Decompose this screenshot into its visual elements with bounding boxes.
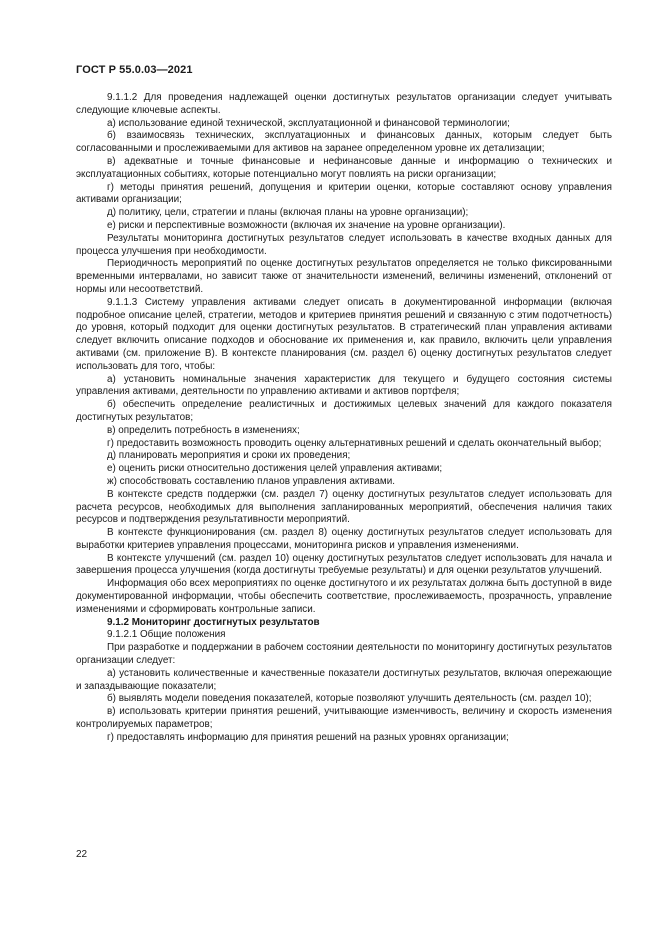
document-header: ГОСТ Р 55.0.03—2021 xyxy=(76,64,193,76)
section-heading: 9.1.2 Мониторинг достигнутых результатов xyxy=(107,616,320,628)
paragraph: г) предоставить возможность проводить оценку альтернативных решений и сделать окончательный выбор; xyxy=(107,437,602,449)
paragraph: 9.1.1.3 Систему управления активами следует описать в документированной информации (включая подробное описание целей, стратегии, методов и критериев принятия решений и связанную с этим подотчетность) до уровня, который подходит для оценки достигнутых результатов. В стратегический план управления активами следует включить описание подходов и обоснование их применения и, как правило, включить цели управления активами (см. приложение В). В контексте планирования (см. раздел 6) оценку достигнутых результатов следует использовать для того, чтобы: xyxy=(76,296,612,372)
paragraph: б) обеспечить определение реалистичных и достижимых целевых значений для каждого показателя достигнутых результатов; xyxy=(76,399,612,423)
paragraph: а) использование единой технической, эксплуатационной и финансовой терминологии; xyxy=(107,117,510,129)
paragraph: г) предоставлять информацию для принятия решений на разных уровнях организации; xyxy=(107,731,509,743)
paragraph: е) риски и перспективные возможности (включая их значение на уровне организации). xyxy=(107,219,506,231)
paragraph: б) взаимосвязь технических, эксплуатационных и финансовых данных, которым следует быть согласованными и прослеживаемыми для активов на заранее определенном уровне их детализации; xyxy=(76,130,612,155)
paragraph: В контексте улучшений (см. раздел 10) оценку достигнутых результатов следует использовать для начала и завершения процесса улучшения (когда достигнуты требуемые результаты) и для оценки результатов улучшений. xyxy=(76,552,612,577)
paragraph: д) планировать мероприятия и сроки их проведения; xyxy=(107,450,351,462)
paragraph: а) установить номинальные значения характеристик для текущего и будущего состояния системы управления активами, деятельности по управлению активами и активов портфеля; xyxy=(76,373,612,398)
paragraph: ж) способствовать составлению планов управления активами. xyxy=(107,475,395,487)
paragraph: В контексте средств поддержки (см. раздел 7) оценку достигнутых результатов следует использовать для расчета ресурсов, необходимых для выполнения запланированных мероприятий, обеспечения наличия таких ресурсов и подтверждения результативности мероприятий. xyxy=(76,488,612,526)
paragraph: в) адекватные и точные финансовые и нефинансовые данные и информацию о технических и эксплуатационных событиях, которые потенциально могут повлиять на риски организации; xyxy=(76,155,612,180)
paragraph: При разработке и поддержании в рабочем состоянии деятельности по мониторингу достигнутых результатов организации следует: xyxy=(76,642,612,667)
paragraph: б) выявлять модели поведения показателей, которые позволяют улучшить деятельность (см. раздел 10); xyxy=(107,693,592,705)
paragraph: д) политику, цели, стратегии и планы (включая планы на уровне организации); xyxy=(107,207,469,219)
paragraph: е) оценить риски относительно достижения целей управления активами; xyxy=(107,463,443,475)
page-number: 22 xyxy=(76,849,88,860)
paragraph: в) использовать критерии принятия решений, учитывающие изменчивость, величину и скорость изменения контролируемых параметров; xyxy=(76,706,612,731)
paragraph: В контексте функционирования (см. раздел 8) оценку достигнутых результатов следует использовать для выработки критериев управления процессами, мониторинга рисков и управления изменениями. xyxy=(76,527,612,551)
paragraph: Информация обо всех мероприятиях по оценке достигнутого и их результатах должна быть доступной в виде документированной информации, чтобы обеспечить соответствие, прослеживаемость, прозрачность, управление изменениями и сформировать контрольные записи. xyxy=(76,578,612,615)
paragraph: 9.1.2.1 Общие положения xyxy=(107,629,226,641)
paragraph: 9.1.1.2 Для проведения надлежащей оценки достигнутых результатов организации следует учитывать следующие ключевые аспекты. xyxy=(76,92,612,116)
paragraph: а) установить количественные и качественные показатели достигнутых результатов, включая опережающие и запаздывающие показатели; xyxy=(76,667,612,692)
paragraph: Периодичность мероприятий по оценке достигнутых результатов определяется не только фиксированными временными интервалами, но зависит также от значительности изменений, величины изменений, отклонений от нормы или несоответствий. xyxy=(76,258,612,295)
document-body xyxy=(76,92,612,745)
paragraph: г) методы принятия решений, допущения и критерии оценки, которые составляют основу управления активами организации; xyxy=(76,181,612,206)
paragraph: Результаты мониторинга достигнутых результатов следует использовать в качестве входных данных для процесса улучшения при необходимости. xyxy=(76,232,612,257)
paragraph: в) определить потребность в изменениях; xyxy=(107,424,300,436)
